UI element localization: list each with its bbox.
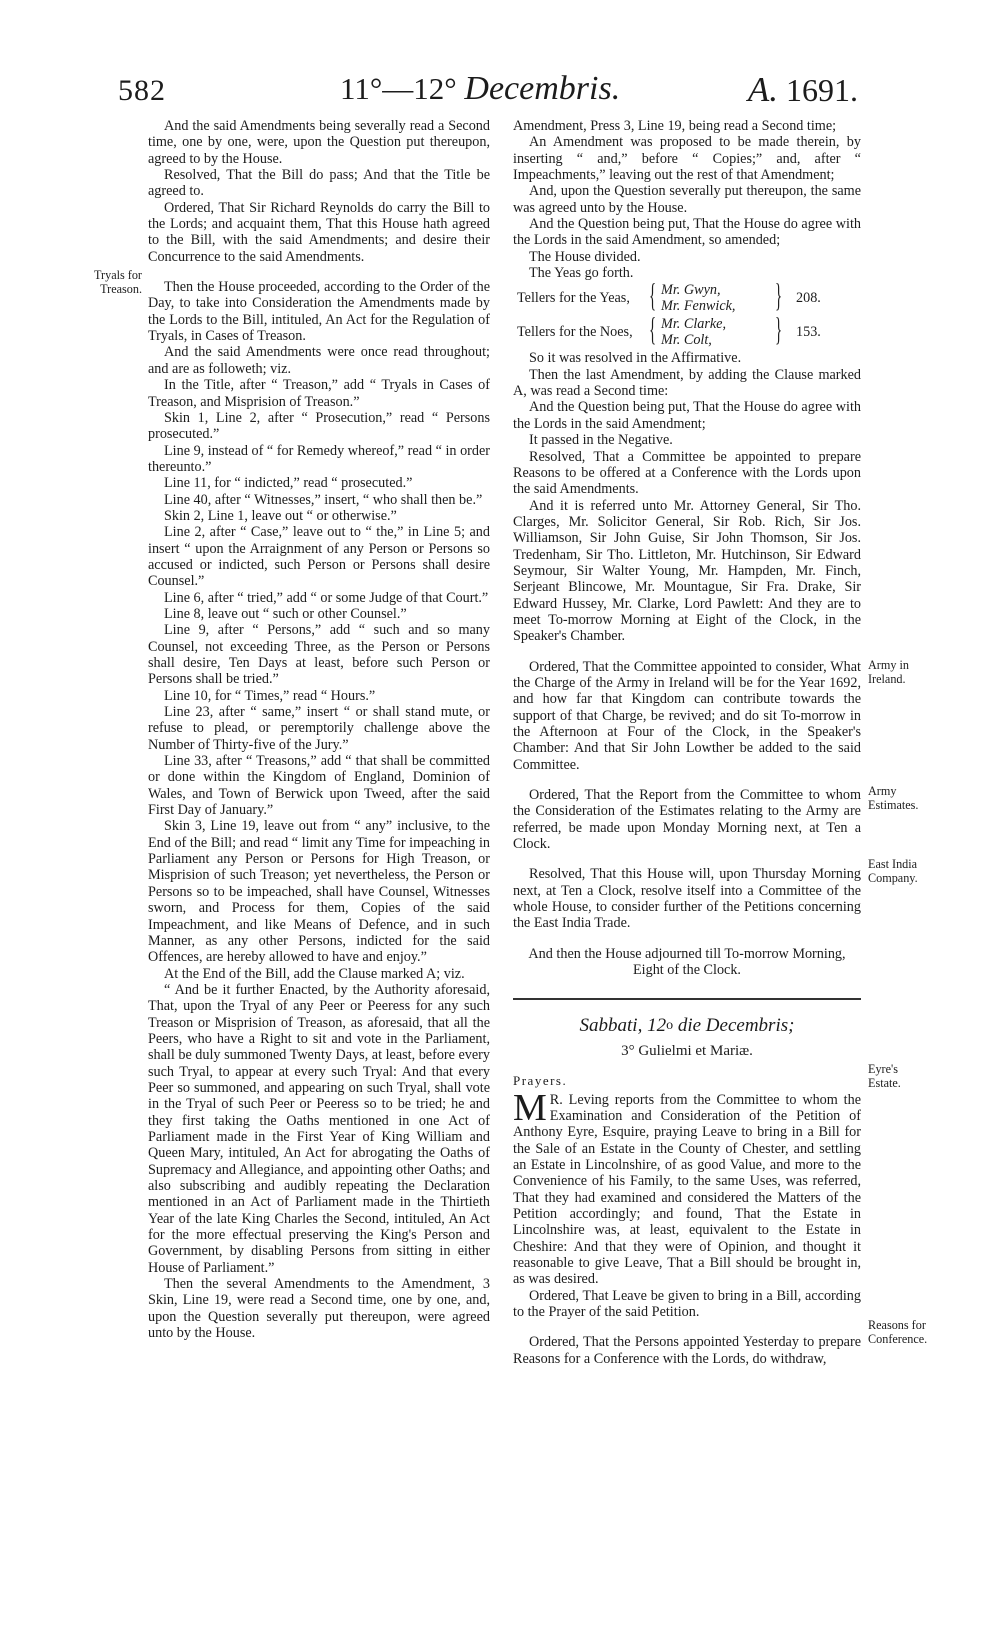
- paragraph: Then the several Amendments to the Amendment, 3 Skin, Line 19, were read a Second time, one by one, and, upon the Question severally put thereupon, were agreed unto by the House.: [148, 1276, 490, 1342]
- paragraph: Line 8, leave out “ such or other Counsel.”: [164, 605, 407, 622]
- margin-note-tryals: Tryals for Treason.: [94, 268, 142, 296]
- paragraph: Line 10, for “ Times,” read “ Hours.”: [164, 687, 376, 704]
- paragraph: Skin 3, Line 19, leave out from “ any” inclusive, to the End of the Bill; and read “ limit any Time for impeaching in Parliament any Person or Persons for High Treason, or Misprision of such Treason; yet nevertheless, the Person or Persons so to be impeached, shall have Counsel, Witnesses sworn, and Process for them, Copies of the said Impeachment, and like Means of Defence, and in such Manner, as any other Persons, indicted for the said Offences, are hereby allowed to have and enjoy.”: [148, 818, 490, 966]
- prayers-heading: Prayers.: [513, 1073, 568, 1089]
- paragraph: The House divided.: [529, 248, 641, 265]
- running-header: [118, 70, 858, 116]
- left-brace-icon: {: [649, 278, 657, 315]
- paragraph: Skin 1, Line 2, after “ Prosecution,” read “ Persons prosecuted.”: [148, 409, 490, 443]
- paragraph: Line 9, after “ Persons,” add “ such and so many Counsel, not exceeding Three, as the Person or Persons shall desire, Ten Days at least, before such Person or Persons shall be tried.”: [148, 622, 490, 688]
- teller-name: Mr. Fenwick,: [661, 298, 736, 315]
- paragraph: And it is referred unto Mr. Attorney General, Sir Tho. Clarges, Mr. Solicitor General, Sir Rob. Rich, Sir Jos. Williamson, Sir John Guise, Sir John Thomson, Sir Jos. Tredenham, Sir Tho. Littleton, Mr. Hutchinson, Sir Edward Seymour, Sir Walter Young, Mr. Hampden, Mr. Finch, Serjeant Blincowe, Mr. Mountague, Sir Fra. Drake, Sir Edward Hussey, Mr. Clarke, Lord Pawlett: And they are to meet To-morrow Morning at Eight of the Clock, in the Speaker's Chamber.: [513, 497, 861, 645]
- teller-name: Mr. Clarke,: [661, 316, 727, 333]
- header-date: 11°—12° Decembris.: [340, 70, 621, 107]
- paragraph: In the Title, after “ Treason,” add “ Tryals in Cases of Treason, and Misprision of Treason.”: [148, 377, 490, 410]
- paragraph: Amendment, Press 3, Line 19, being read a Second time;: [513, 118, 837, 134]
- paragraph: Ordered, That the Persons appointed Yesterday to prepare Reasons for a Conference with the Lords, do withdraw,: [513, 1334, 861, 1367]
- right-column: [513, 118, 861, 1367]
- adjournment: And then the House adjourned till To-morrow Morning, Eight of the Clock.: [528, 945, 846, 979]
- paragraph: Ordered, That Leave be given to bring in a Bill, according to the Prayer of the said Petition.: [513, 1287, 861, 1320]
- paragraph: Line 33, after “ Treasons,” add “ that shall be committed or done within the Kingdom of England, Dominion of Wales, and Town of Berwick upon Tweed, after the said First Day of January.”: [148, 753, 490, 819]
- teller-name: Mr. Colt,: [661, 332, 712, 349]
- paragraph: The Yeas go forth.: [529, 265, 634, 282]
- teller-name: Mr. Gwyn,: [661, 282, 721, 299]
- margin-note-eyres-estate: Eyre's Estate.: [868, 1062, 901, 1090]
- day-heading: Sabbati, 12$^o$ die Decembris;: [579, 1015, 795, 1037]
- paragraph: It passed in the Negative.: [529, 432, 673, 449]
- paragraph: Line 6, after “ tried,” add “ or some Judge of that Court.”: [164, 589, 489, 606]
- paragraph: An Amendment was proposed to be made therein, by inserting “ and,” before “ Copies;” and, after “ Impeachments,” leaving out the rest of that Amendment;: [513, 134, 861, 184]
- header-year: A. 1691.: [747, 70, 858, 109]
- paragraph: Line 40, after “ Witnesses,” insert, “ who shall then be.”: [164, 491, 483, 508]
- section-divider: [513, 998, 861, 1000]
- left-brace-icon: {: [649, 312, 657, 349]
- right-brace-icon: }: [775, 278, 783, 315]
- paragraph: Resolved, That the Bill do pass; And that the Title be agreed to.: [148, 167, 490, 200]
- paragraph: M R. Leving reports from the Committee to whom the Examination and Consideration of the Petition of Anthony Eyre, Esquire, praying Leave to bring in a Bill for the Sale of an Estate in the County of Chester, and settling an Estate in Lincolnshire, of as good Value, and more to the Convenience of his Family, to the same Uses, was referred, That they had examined and considered the Matters of the Petition accordingly; and found, That the Estate in Lincolnshire was, at least, equivalent to the Estate in Cheshire: And that they were of Opinion, and thought it reasonable to give Leave, That a Bill should be brought in, as was desired.: [513, 1086, 861, 1288]
- tellers-yeas: Tellers for the Yeas, { Mr. Gwyn, Mr. Fenwick, } 208.: [517, 278, 821, 315]
- paragraph: And the said Amendments being severally read a Second time, one by one, were, upon the Question put thereupon, agreed to by the House.: [148, 118, 490, 167]
- page-number: 582: [118, 74, 166, 107]
- paragraph: And the said Amendments were once read throughout; and are as followeth; viz.: [148, 344, 490, 377]
- paragraph: Ordered, That the Report from the Committee to whom the Consideration of the Estimates relating to the Army are referred, be made upon Monday Morning next, at Ten a Clock.: [513, 787, 861, 853]
- paragraph: And the Question being put, That the House do agree with the Lords in the said Amendment, so amended;: [513, 216, 861, 249]
- paragraph: At the End of the Bill, add the Clause marked A; viz.: [164, 965, 465, 982]
- paragraph: Line 2, after “ Case,” leave out to “ the,” in Line 5; and insert “ upon the Arraignment of any Person or Persons so accused or indicted, such Person or Persons shall desire Counsel.”: [148, 524, 490, 590]
- paragraph: Then the last Amendment, by adding the Clause marked A, was read a Second time:: [513, 366, 861, 400]
- vote-count: 208.: [796, 290, 821, 307]
- paragraph: Then the House proceeded, according to the Order of the Day, to take into Consideration the Amendments made by the Lords to the Bill, intituled, An Act for the Regulation of Tryals, in Cases of Treason.: [148, 279, 490, 345]
- paragraph: Line 11, for “ indicted,” read “ prosecuted.”: [164, 475, 413, 492]
- drop-cap: M: [513, 1086, 547, 1129]
- paragraph: Line 23, after “ same,” insert “ or shall stand mute, or refuse to plead, or peremptorily challenge above the Number of Thirty-five of the Jury.”: [148, 704, 490, 753]
- paragraph: Ordered, That the Committee appointed to consider, What the Charge of the Army in Ireland will be for the Year 1692, and how far that Kingdom can contribute towards the support of that Charge, be revived; and do sit To-morrow in the Afternoon at Four of the Clock, in the Speaker's Chamber: And that Sir John Lowther be added to the said Committee.: [513, 658, 861, 773]
- margin-note-army-estimates: Army Estimates.: [868, 784, 919, 812]
- paragraph: “ And be it further Enacted, by the Authority aforesaid, That, upon the Tryal of any Peer or Peeress for any such Treason or Misprision of Treason, as aforesaid, that all the Peers, who have a Right to sit and vote in the Parliament, shall be duly summoned Twenty Days, at least, before every such Tryal, to appear at every such Tryal: And that every Peer so summoned, and appearing on such Tryal, shall vote in the Tryal of such Peer or Peeress so to be tried; he and they first taking the Oaths mentioned in one Act of Parliament made in the First Year of King William and Queen Mary, intituled, An Act for abrogating the Oaths of Supremacy and Allegiance, and appointing other Oaths; and also subscribing and audibly repeating the Declaration mentioned in an Act of Parliament made in the Thirtieth Year of the late King Charles the Second, intituled, An Act for the more effectual preserving the King's Person and Government, by disabling Persons from sitting in either House of Parliament.”: [148, 981, 490, 1276]
- paragraph: So it was resolved in the Affirmative.: [529, 350, 742, 367]
- regnal-year: 3° Gulielmi et Mariæ.: [621, 1042, 753, 1059]
- tellers-noes: Tellers for the Noes, { Mr. Clarke, Mr. Colt, } 153.: [517, 312, 821, 349]
- paragraph: Line 9, instead of “ for Remedy whereof,” read “ in order thereunto.”: [148, 442, 490, 475]
- margin-note-reasons: Reasons for Conference.: [868, 1318, 928, 1346]
- paragraph: And, upon the Question severally put thereupon, the same was agreed unto by the House.: [513, 183, 861, 216]
- paragraph: Resolved, That this House will, upon Thursday Morning next, at Ten a Clock, resolve itself into a Committee of the whole House, to consider further of the Petitions concerning the East India Trade.: [513, 866, 861, 932]
- margin-note-east-india: East India Company.: [868, 857, 918, 885]
- margin-note-army-ireland: Army in Ireland.: [868, 658, 909, 686]
- right-brace-icon: }: [775, 312, 783, 349]
- paragraph: And the Question being put, That the House do agree with the Lords in the said Amendment;: [513, 399, 861, 432]
- vote-count: 153.: [796, 324, 821, 341]
- paragraph: Resolved, That a Committee be appointed to prepare Reasons to be offered at a Conference with the Lords upon the said Amendments.: [513, 448, 861, 498]
- left-column: [148, 118, 490, 1341]
- paragraph: Skin 2, Line 1, leave out “ or otherwise.”: [164, 507, 397, 524]
- paragraph: Ordered, That Sir Richard Reynolds do carry the Bill to the Lords; and acquaint them, That this House hath agreed to the Bill, with the said Amendments; and desire their Concurrence to the said Amendments.: [148, 199, 490, 265]
